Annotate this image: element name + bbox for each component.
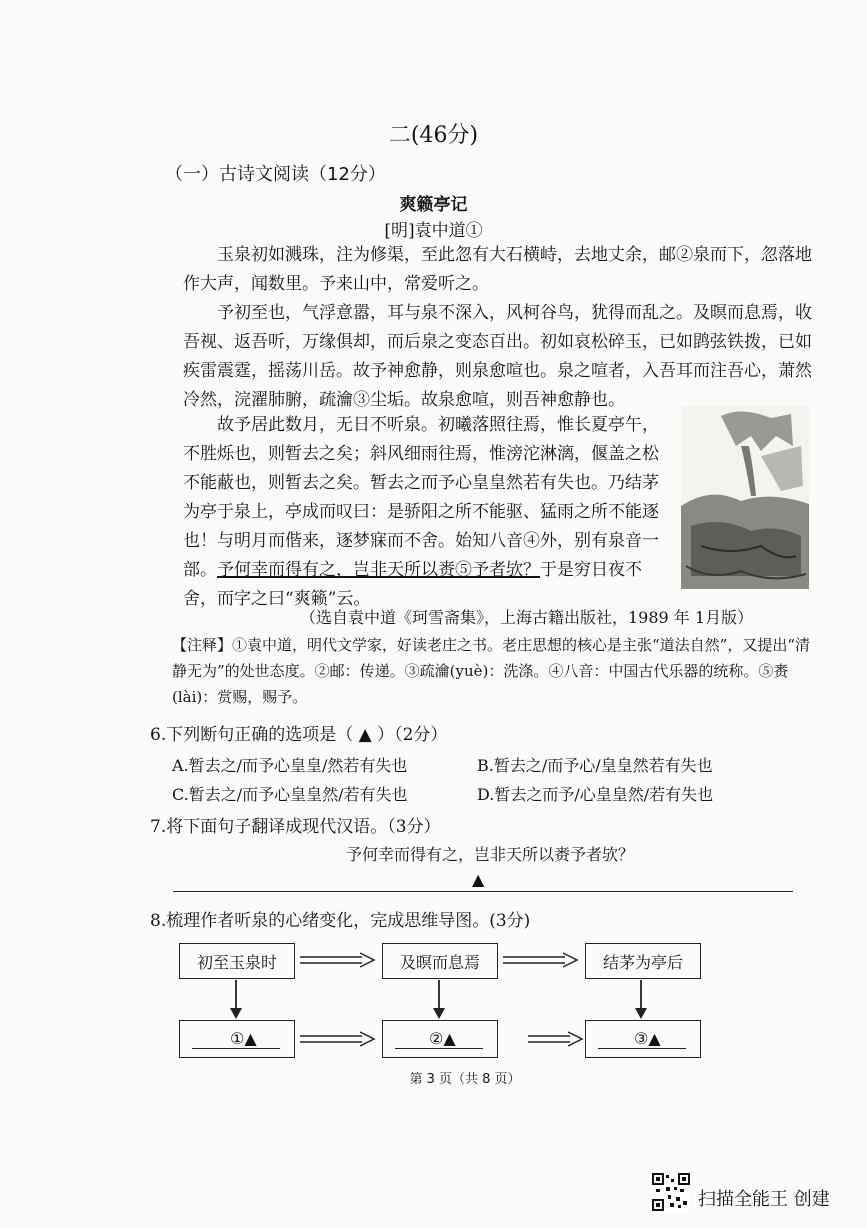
- question-8-stem: 8.梳理作者听泉的心绪变化，完成思维导图。(3分): [150, 911, 531, 931]
- essay-paragraph-1: 玉泉初如溅珠，注为修渠，至此忽有大石横峙，去地丈余，邮②泉而下，忽落地作大声，闻数里。予来山中，常爱听之。: [183, 245, 812, 294]
- question-7-sentence: 予何幸而得有之，岂非天所以赉予者欤？: [345, 845, 634, 864]
- question-7-answer-line[interactable]: [173, 891, 793, 892]
- mindmap-answer-label-2: ②▲: [429, 1029, 456, 1048]
- sub-section-title: （一）古诗文阅读（12分）: [165, 164, 386, 185]
- essay-author: [明]袁中道①: [384, 221, 483, 241]
- mindmap-answer-label-3: ③▲: [634, 1029, 661, 1048]
- essay-paragraph-3-body: 故予居此数月，无日不听泉。初曦落照往焉，惟长夏亭午，不胜烁也，则暂去之矣；斜风细雨往焉，惟滂沱淋漓，偃盖之松不能蔽也，则暂去之矣。暂去之而予心皇皇然若有失也。乃结茅为亭于泉上，亭成而叹曰：是骄阳之所不能驱、猛雨之所不能逐也！与明月而偕来，逐梦寐而不舍。始知八音④外，别有泉音一部。: [183, 415, 659, 580]
- question-6-option-d[interactable]: D.暂去之而予/心皇皇然/若有失也: [477, 785, 714, 804]
- page-footer: 第 3 页（共 8 页）: [409, 1072, 521, 1087]
- mindmap-answer-line-1[interactable]: [192, 1048, 280, 1049]
- mindmap-box-dusk: [382, 943, 498, 979]
- mindmap-answer-line-2[interactable]: [395, 1048, 483, 1049]
- mindmap-answer-box-1[interactable]: [179, 1020, 295, 1058]
- question-7-stem: 7.将下面句子翻译成现代汉语。（3分）: [150, 817, 441, 837]
- question-7-answer-mark: ▲: [472, 870, 485, 889]
- mindmap-answer-box-3[interactable]: [585, 1020, 701, 1058]
- essay-underlined-sentence: 予何幸而得有之，岂非天所以赉⑤予者欤？: [217, 560, 540, 580]
- landscape-illustration: [681, 406, 809, 589]
- essay-paragraph-2: 予初至也，气浮意嚣，耳与泉不深入，风柯谷鸟，犹得而乱之。及暝而息焉，收吾视、返吾听，万缘俱却，而后泉之变态百出。初如哀松碎玉，已如鹍弦铁拨，已如疾雷震霆，摇荡川岳。故予神愈静，则泉愈喧也。泉之喧者，入吾耳而注吾心，萧然冷然，浣濯肺腑，疏瀹③尘垢。故泉愈喧，则吾神愈静也。: [183, 303, 812, 410]
- arrow-right-icon: [503, 952, 579, 968]
- mindmap-answer-box-2[interactable]: [382, 1020, 498, 1058]
- annotation-note: 【注释】①袁中道，明代文学家，好读老庄之书。老庄思想的核心是主张“道法自然”，又提出“清静无为”的处世态度。②邮：传递。③疏瀹(yuè)：洗涤。④八音：中国古代乐器的统称。⑤赉(lài)：赏赐，赐予。: [172, 636, 811, 706]
- arrow-down-icon: [634, 980, 648, 1020]
- mindmap-answer-line-3[interactable]: [598, 1048, 686, 1049]
- question-6-option-b[interactable]: B.暂去之/而予心/皇皇然若有失也: [477, 756, 713, 775]
- mindmap-box-pavilion: [585, 943, 701, 979]
- essay-paragraph-3: [183, 411, 663, 614]
- question-6-stem: 6.下列断句正确的选项是（ ▲ ）（2分）: [150, 725, 448, 745]
- arrow-right-icon: [300, 952, 376, 968]
- arrow-down-icon: [432, 980, 446, 1020]
- arrow-right-icon: [300, 1031, 376, 1047]
- qr-code-icon: [652, 1173, 690, 1211]
- question-6-option-c[interactable]: C.暂去之/而予心皇皇然/若有失也: [172, 785, 408, 804]
- arrow-right-icon: [528, 1031, 584, 1047]
- essay-paragraph-3-end: 于是穷日夜不舍，而字之曰“爽籁”云。: [183, 560, 642, 609]
- essay-title: 爽籁亭记: [399, 195, 468, 215]
- section-title: 二(46分): [388, 123, 479, 148]
- mindmap-box-pavilion-label: 结茅为亭后: [602, 952, 683, 972]
- mindmap-box-initial: [179, 943, 295, 979]
- mindmap-box-initial-label: 初至玉泉时: [196, 952, 277, 972]
- mindmap-box-dusk-label: 及暝而息焉: [399, 952, 480, 972]
- scanner-watermark: 扫描全能王 创建: [698, 1189, 830, 1210]
- mindmap-answer-label-1: ①▲: [230, 1029, 257, 1048]
- arrow-down-icon: [229, 980, 243, 1020]
- source-citation: （选自袁中道《珂雪斋集》，上海古籍出版社，1989 年 1月版）: [300, 608, 754, 627]
- question-6-option-a[interactable]: A.暂去之/而予心皇皇/然若有失也: [172, 756, 408, 775]
